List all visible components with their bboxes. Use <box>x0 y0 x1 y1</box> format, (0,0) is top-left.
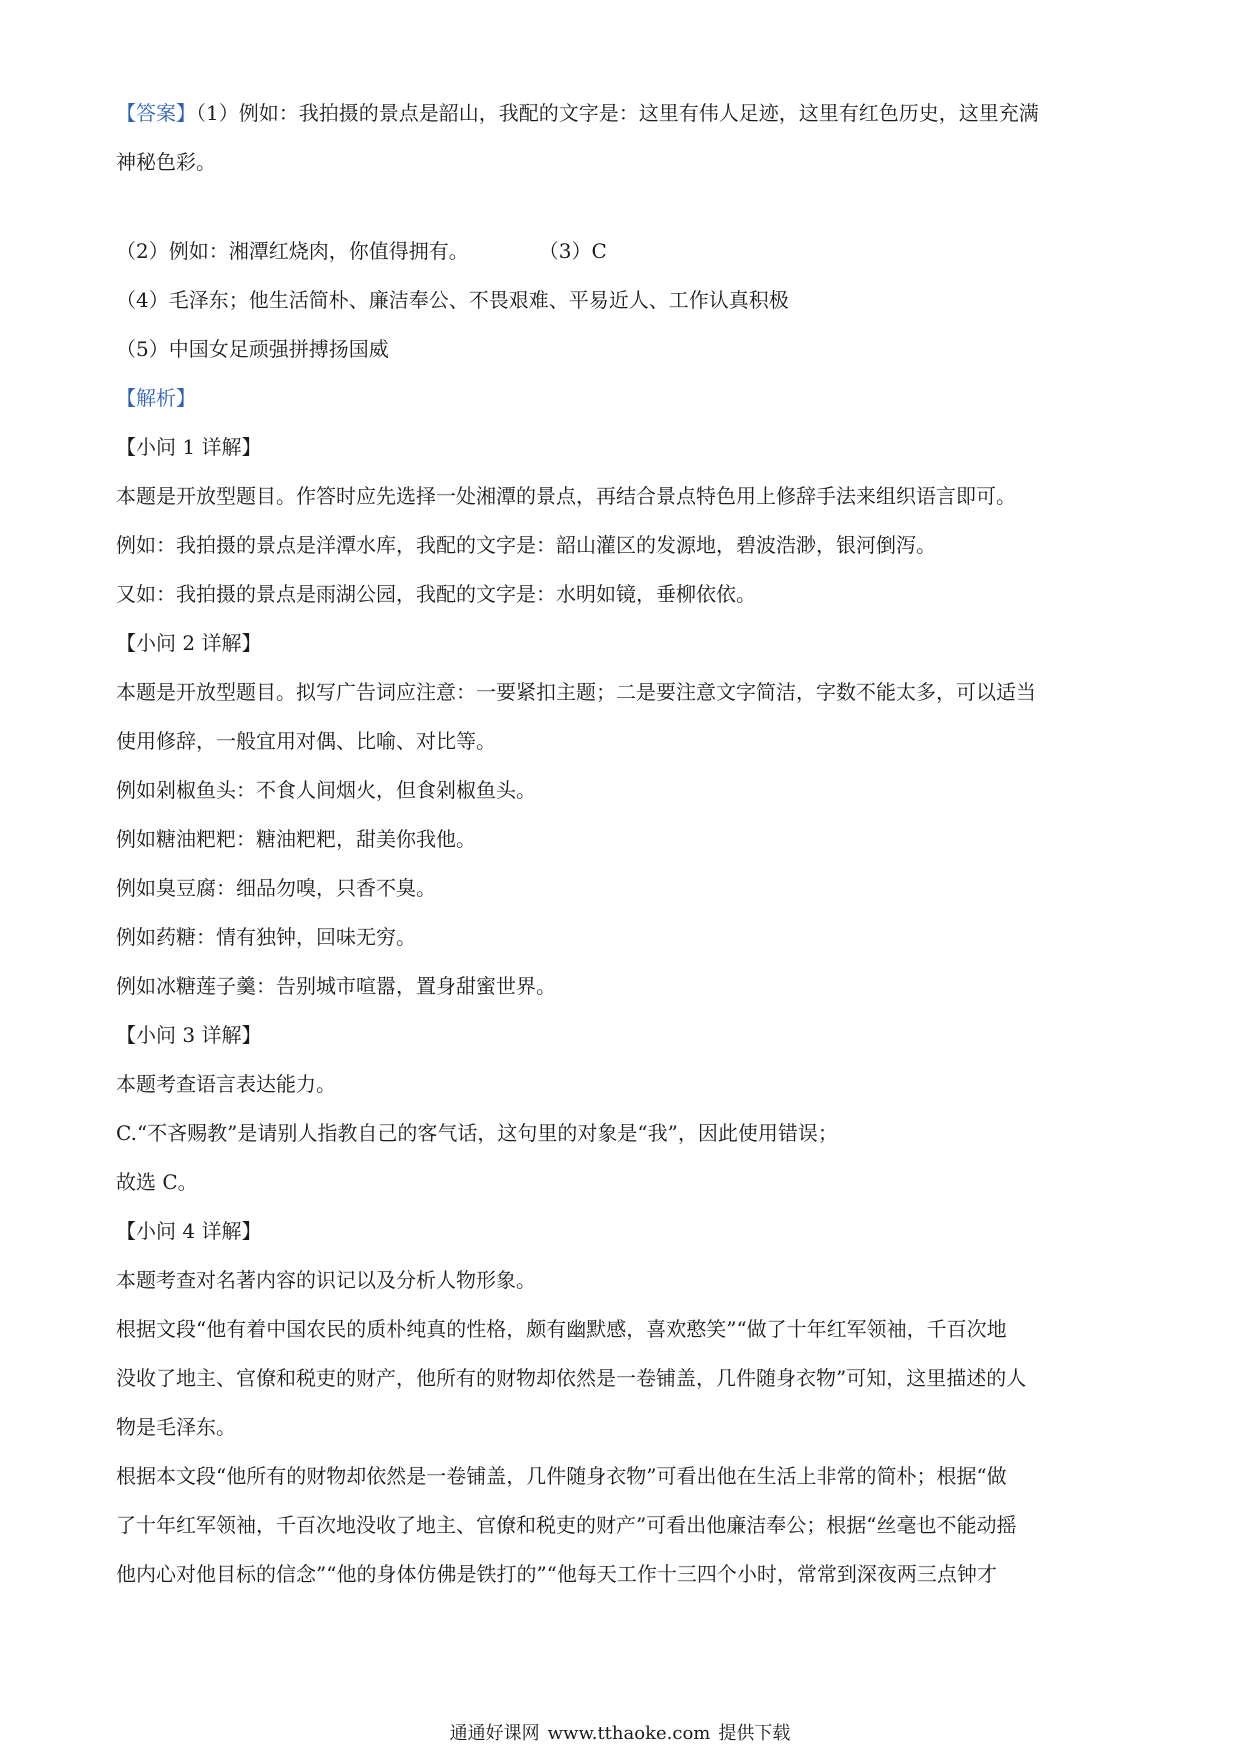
subquestion-3-paragraph-2: C.“不吝赐教”是请别人指教自己的客气话，这句里的对象是“我”，因此使用错误； <box>116 1121 838 1145</box>
subquestion-4-paragraph-3-line1: 根据本文段“他所有的财物却依然是一卷铺盖，几件随身衣物”可看出他在生活上非常的简朴；根据“做 <box>116 1464 1007 1488</box>
answer-q2-q3-row <box>116 236 1132 266</box>
subquestion-2-example-4: 例如药糖：情有独钟，回味无穷。 <box>116 925 416 949</box>
subquestion-1-example: 例如：我拍摄的景点是洋潭水库，我配的文字是：韶山灌区的发源地，碧波浩渺，银河倒泻。 <box>116 533 936 557</box>
subquestion-4-paragraph-1: 本题考查对名著内容的识记以及分析人物形象。 <box>116 1268 536 1292</box>
footer-url[interactable]: www.tthaoke.com <box>547 1723 711 1744</box>
subquestion-3-paragraph-1: 本题考查语言表达能力。 <box>116 1072 336 1096</box>
answer-tag: 【答案】 <box>116 101 196 125</box>
subquestion-3-conclusion: 故选 C。 <box>116 1170 198 1194</box>
answer-q2: （2）例如：湘潭红烧肉，你值得拥有。 <box>116 239 469 263</box>
subquestion-2-heading: 【小问 2 详解】 <box>116 631 262 655</box>
footer-suffix: 提供下载 <box>718 1723 791 1744</box>
subquestion-4-heading: 【小问 4 详解】 <box>116 1219 262 1243</box>
answer-q1-line2: 神秘色彩。 <box>116 150 216 174</box>
subquestion-4-paragraph-3-line2: 了十年红军领袖，千百次地没收了地主、官僚和税吏的财产”可看出他廉洁奉公；根据“丝毫也不能动摇 <box>116 1513 1017 1537</box>
subquestion-2-example-5: 例如冰糖莲子羹：告别城市喧嚣，置身甜蜜世界。 <box>116 974 556 998</box>
spacer <box>116 196 1132 236</box>
subquestion-1-heading: 【小问 1 详解】 <box>116 435 262 459</box>
document-content <box>116 98 1132 1608</box>
subquestion-2-example-2: 例如糖油粑粑：糖油粑粑，甜美你我他。 <box>116 827 476 851</box>
subquestion-2-example-3: 例如臭豆腐：细品勿嗅，只香不臭。 <box>116 876 436 900</box>
answer-q1-line1: 【答案】（1）例如：我拍摄的景点是韶山，我配的文字是：这里有伟人足迹，这里有红色历史，这里充满 <box>116 101 1039 125</box>
subquestion-2-paragraph-line2: 使用修辞，一般宜用对偶、比喻、对比等。 <box>116 729 496 753</box>
subquestion-2-paragraph-line1: 本题是开放型题目。拟写广告词应注意：一要紧扣主题；二是要注意文字简洁，字数不能太多，可以适当 <box>116 680 1036 704</box>
subquestion-4-paragraph-3-line3: 他内心对他目标的信念”“他的身体仿佛是铁打的”“他每天工作十三四个小时，常常到深夜两三点钟才 <box>116 1562 997 1586</box>
answer-q5: （5）中国女足顽强拼搏扬国威 <box>116 337 389 361</box>
subquestion-1-example-2: 又如：我拍摄的景点是雨湖公园，我配的文字是：水明如镜，垂柳依依。 <box>116 582 756 606</box>
subquestion-4-paragraph-2-line2: 没收了地主、官僚和税吏的财产，他所有的财物却依然是一卷铺盖，几件随身衣物”可知，这里描述的人 <box>116 1366 1027 1390</box>
subquestion-4-paragraph-2-line1: 根据文段“他有着中国农民的质朴纯真的性格，颇有幽默感，喜欢憨笑”“做了十年红军领袖，千百次地 <box>116 1317 1007 1341</box>
analysis-tag: 【解析】 <box>116 386 196 410</box>
subquestion-1-paragraph: 本题是开放型题目。作答时应先选择一处湘潭的景点，再结合景点特色用上修辞手法来组织语言即可。 <box>116 484 1016 508</box>
answer-q4: （4）毛泽东；他生活简朴、廉洁奉公、不畏艰难、平易近人、工作认真积极 <box>116 288 789 312</box>
subquestion-4-paragraph-2-line3: 物是毛泽东。 <box>116 1415 236 1439</box>
answer-q3: （3）C <box>538 239 607 263</box>
subquestion-2-example-1: 例如剁椒鱼头：不食人间烟火，但食剁椒鱼头。 <box>116 778 536 802</box>
footer-site-name: 通通好课网 <box>449 1723 540 1744</box>
page-footer <box>0 1722 1240 1746</box>
subquestion-3-heading: 【小问 3 详解】 <box>116 1023 262 1047</box>
